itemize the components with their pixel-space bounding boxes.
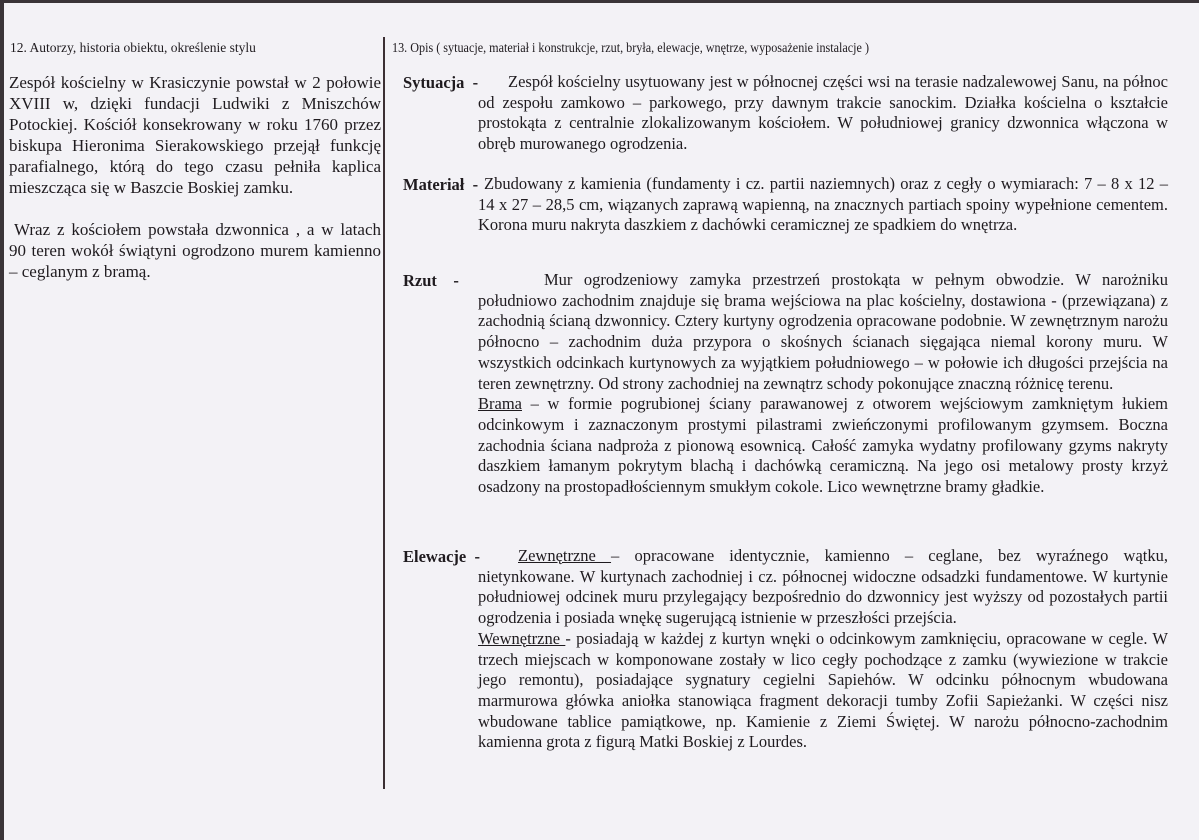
material-label: Materiał - <box>403 175 479 194</box>
rzut-label: Rzut - <box>403 271 459 290</box>
section-rzut <box>403 270 1168 498</box>
wewnetrzne-paragraph <box>478 629 1168 753</box>
sytuacja-label: Sytuacja - <box>403 73 479 92</box>
rzut-text: Mur ogrodzeniowy zamyka przestrzeń prostokąta w pełnym obwodzie. W narożniku południowo zachodnim znajduje się brama wejściowa na plac kościelny, dostawiona - (przewiązana) z zachodnią ścianą dzwonnicy. Cztery kurtyny ogrodzenia opracowane podobnie. W zewnętrznym narożu północno – zachodnim duża przypora o skośnych ścianach sięgająca niemal korony muru. W wszystkich odcinkach kurtynowych za wyjątkiem południowego – w połowie ich długości przejścia na teren zewnętrzny. Od strony zachodniej na zewnątrz schody pokonujące znaczną różnicę terenu. <box>478 270 1168 393</box>
zewnetrzne-label: Zewnętrzne <box>518 546 612 565</box>
section-13-heading: 13. Opis ( sytuacje, materiał i konstrukcje, rzut, bryła, elewacje, wnętrze, wyposażenie instalacje ) <box>392 40 870 55</box>
sytuacja-text: Zespół kościelny usytuowany jest w północnej części wsi na terasie nadzalewowej Sanu, na północ od zespołu zamkowo – parkowego, przy dawnym trakcie sanockim. Działka kościelna o kształcie prostokąta z centralnie zlokalizowanym kościołem. W południowej granicy dzwonnica włączona w obręb murowanego ogrodzenia. <box>478 72 1168 154</box>
brama-text: – w formie pogrubionej ściany parawanowej z otworem wejściowym zamkniętym łukiem odcinkowym i zaznaczonym prostymi pilastrami zwieńczonymi profilowanym gzymsem. Boczna zachodnia ściana nadproża z pionową esownicą. Całość zamyka wydatny profilowany gzyms nakryty daszkiem łamanym pokrytym blachą i dachówką ceramiczną. Na jego osi metalowy prosty krzyż osadzony na prostopadłościennym smukłym cokole. Lico wewnętrzne bramy gładkie. <box>478 394 1168 497</box>
section-elewacje <box>403 546 1168 753</box>
section-12-heading: 12. Autorzy, historia obiektu, określenie stylu <box>10 40 256 55</box>
section-material <box>403 174 1168 236</box>
history-paragraph: Zespół kościelny w Krasiczynie powstał w 2 połowie XVIII w, dzięki fundacji Ludwiki z Mniszchów Potockiej. Kościół konsekrowany w roku 1760 przez biskupa Hieronima Sierakowskiego przejął funkcję parafialnego, którą do tego czasu pełniła kaplica mieszcząca się w Baszcie Boskiej zamku. <box>9 73 381 197</box>
history-column <box>9 72 381 282</box>
scan-edge-left <box>0 0 4 840</box>
section-sytuacja <box>403 72 1168 155</box>
history-paragraph: Wraz z kościołem powstała dzwonnica , a w latach 90 teren wokół świątyni ogrodzono murem kamienno – ceglanym z bramą. <box>9 220 381 281</box>
brama-label: Brama <box>478 394 522 414</box>
brama-paragraph <box>478 394 1168 498</box>
scan-edge-top <box>0 0 1199 3</box>
elewacje-label: Elewacje - <box>403 547 480 566</box>
zewnetrzne-text: – opracowane identycznie, kamienno – ceglane, bez wyraźnego wątku, nietynkowane. W kurtynach zachodniej i cz. północnej widoczne odsadzki fundamentowe. W kurtynie południowej odcinek muru przylegający bezpośrednio do dzwonnicy jest wyższy od pozostałych partii ogrodzenia i posiada wnękę sugerującą istnienie w przeszłości przejścia. <box>478 546 1168 628</box>
wewnetrzne-label: Wewnętrzne <box>478 628 566 648</box>
wewnetrzne-text: - posiadają w każdej z kurtyn wnęki o odcinkowym zamknięciu, opracowane w cegle. W trzech miejscach w komponowane zostały w lico cegły pochodzące z zamku (wywiezione w trakcie jego remontu), posiadające sygnatury cegielni Sapiehów. W odcinku północnym wbudowana marmurowa główka aniołka stanowiąca fragment dekoracji tumby Zofii Sapieżanki. W części nisz wbudowane tablice pamiątkowe, np. Kamienie z Ziemi Świętej. W narożu północno-zachodnim kamienna grota z figurą Matki Boskiej z Lourdes. <box>478 628 1169 752</box>
material-text: Zbudowany z kamienia (fundamenty i cz. partii naziemnych) oraz z cegły o wymiarach: 7 – 8 x 12 – 14 x 27 – 28,5 cm, wiązanych zaprawą wapienną, na znacznych partiach spoiny wypełnione cementem. Korona muru nakryta daszkiem z dachówki ceramicznej ze spadkiem do wnętrza. <box>478 174 1168 235</box>
column-divider <box>383 37 385 789</box>
zewnetrzne-paragraph <box>478 546 1168 629</box>
